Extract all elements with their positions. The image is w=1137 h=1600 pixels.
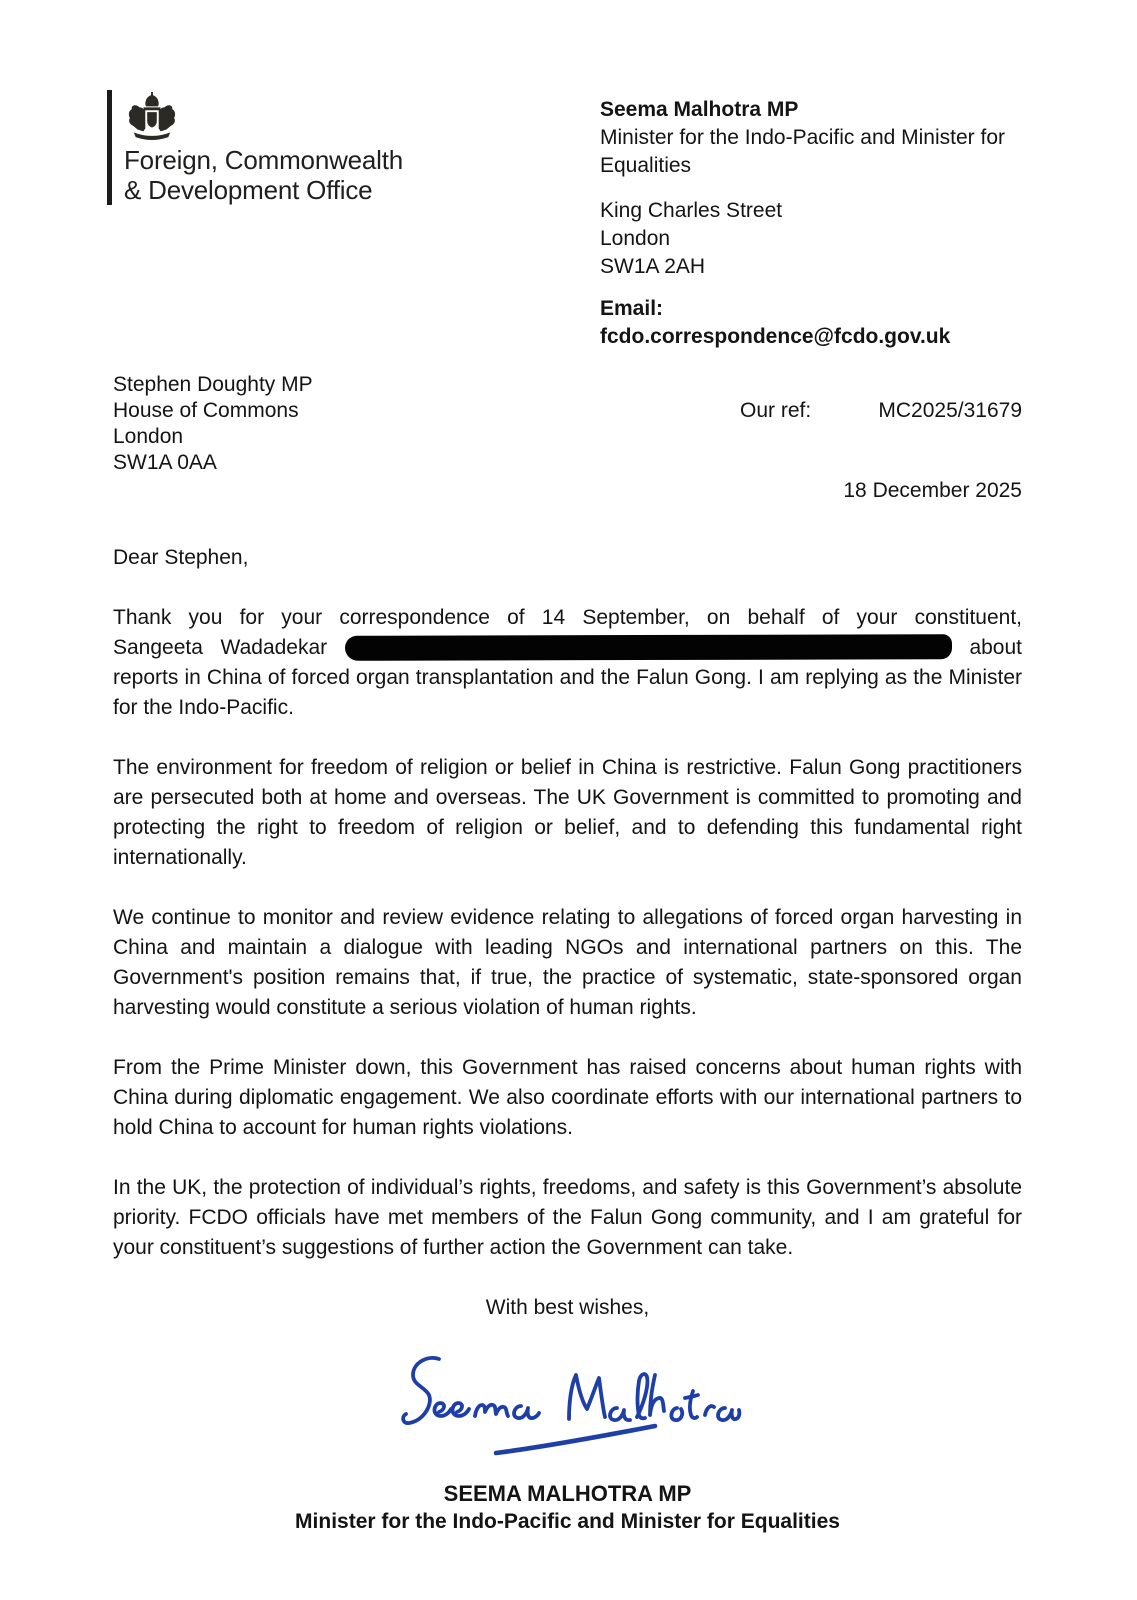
sender-role: Minister for the Indo-Pacific and Minister for Equalities [600, 126, 1005, 177]
letter-body [113, 543, 1022, 1536]
department-name [124, 145, 403, 205]
email-address: fcdo.correspondence@fcdo.gov.uk [600, 325, 951, 348]
paragraph-1-text-before: Thank you for your correspondence of 14 September, on behalf of your constituent, Sangeeta Wadadekar [113, 606, 1022, 659]
department-name-line1: Foreign, Commonwealth [124, 145, 404, 175]
paragraph-1 [113, 603, 1022, 723]
department-name-line2: & Development Office [124, 175, 373, 205]
recipient-name: Stephen Doughty MP [113, 373, 313, 396]
redaction-bar [345, 634, 952, 661]
signatory-title: Minister for the Indo-Pacific and Minister for Equalities [295, 1510, 840, 1533]
paragraph-1-text-after: about reports in China of forced organ transplantation and the Falun Gong. I am replying as the Minister for the Indo-Pacific. [113, 636, 1023, 719]
letter-content [113, 0, 1022, 1600]
fcdo-logo [107, 90, 403, 205]
sender-address-line3: SW1A 2AH [600, 255, 706, 278]
salutation: Dear Stephen, [113, 546, 249, 569]
sender-address-line2: London [600, 227, 671, 250]
recipient-address-line2: London [113, 425, 184, 448]
sender-block [600, 96, 1024, 351]
reference-row [740, 398, 1022, 424]
valediction: With best wishes, [485, 1296, 650, 1319]
sender-name: Seema Malhotra MP [600, 98, 799, 121]
paragraph-4: From the Prime Minister down, this Government has raised concerns about human rights with China during diplomatic engagement. We also coordinate efforts with our international partners to hold China to account for human rights violations. [113, 1056, 1022, 1139]
paragraph-5: In the UK, the protection of individual’s rights, freedoms, and safety is this Government’s absolute priority. FCDO officials have met members of the Falun Gong community, and I am grateful for your constituent’s suggestions of further action the Government can take. [113, 1176, 1022, 1259]
signatory-block [113, 1480, 1022, 1536]
recipient-address-line3: SW1A 0AA [113, 451, 217, 474]
recipient-address-line1: House of Commons [113, 399, 299, 422]
signature-block [113, 1353, 1022, 1467]
recipient-block [113, 372, 313, 476]
letter-date: 18 December 2025 [843, 479, 1022, 502]
paragraph-2: The environment for freedom of religion or belief in China is restrictive. Falun Gong practitioners are persecuted both at home and overseas. The UK Government is committed to promoting and protecting the right to freedom of religion or belief, and to defending this fundamental right internationally. [113, 756, 1022, 869]
sender-address-line1: King Charles Street [600, 199, 783, 222]
reference-label: Our ref: [740, 399, 812, 422]
handwritten-signature-icon [393, 1353, 743, 1458]
letterhead [113, 90, 1022, 348]
sender-email-block [600, 295, 1024, 351]
email-label: Email: [600, 297, 664, 320]
paragraph-3: We continue to monitor and review evidence relating to allegations of forced organ harvesting in China and maintain a dialogue with leading NGOs and international partners on this. The Government's position remains that, if true, the practice of systematic, state-sponsored organ harvesting would constitute a serious violation of human rights. [113, 906, 1022, 1019]
reference-value: MC2025/31679 [878, 399, 1022, 422]
signatory-name: SEEMA MALHOTRA MP [443, 1481, 692, 1506]
sender-address [600, 197, 1024, 281]
royal-coat-of-arms-icon [125, 92, 179, 140]
